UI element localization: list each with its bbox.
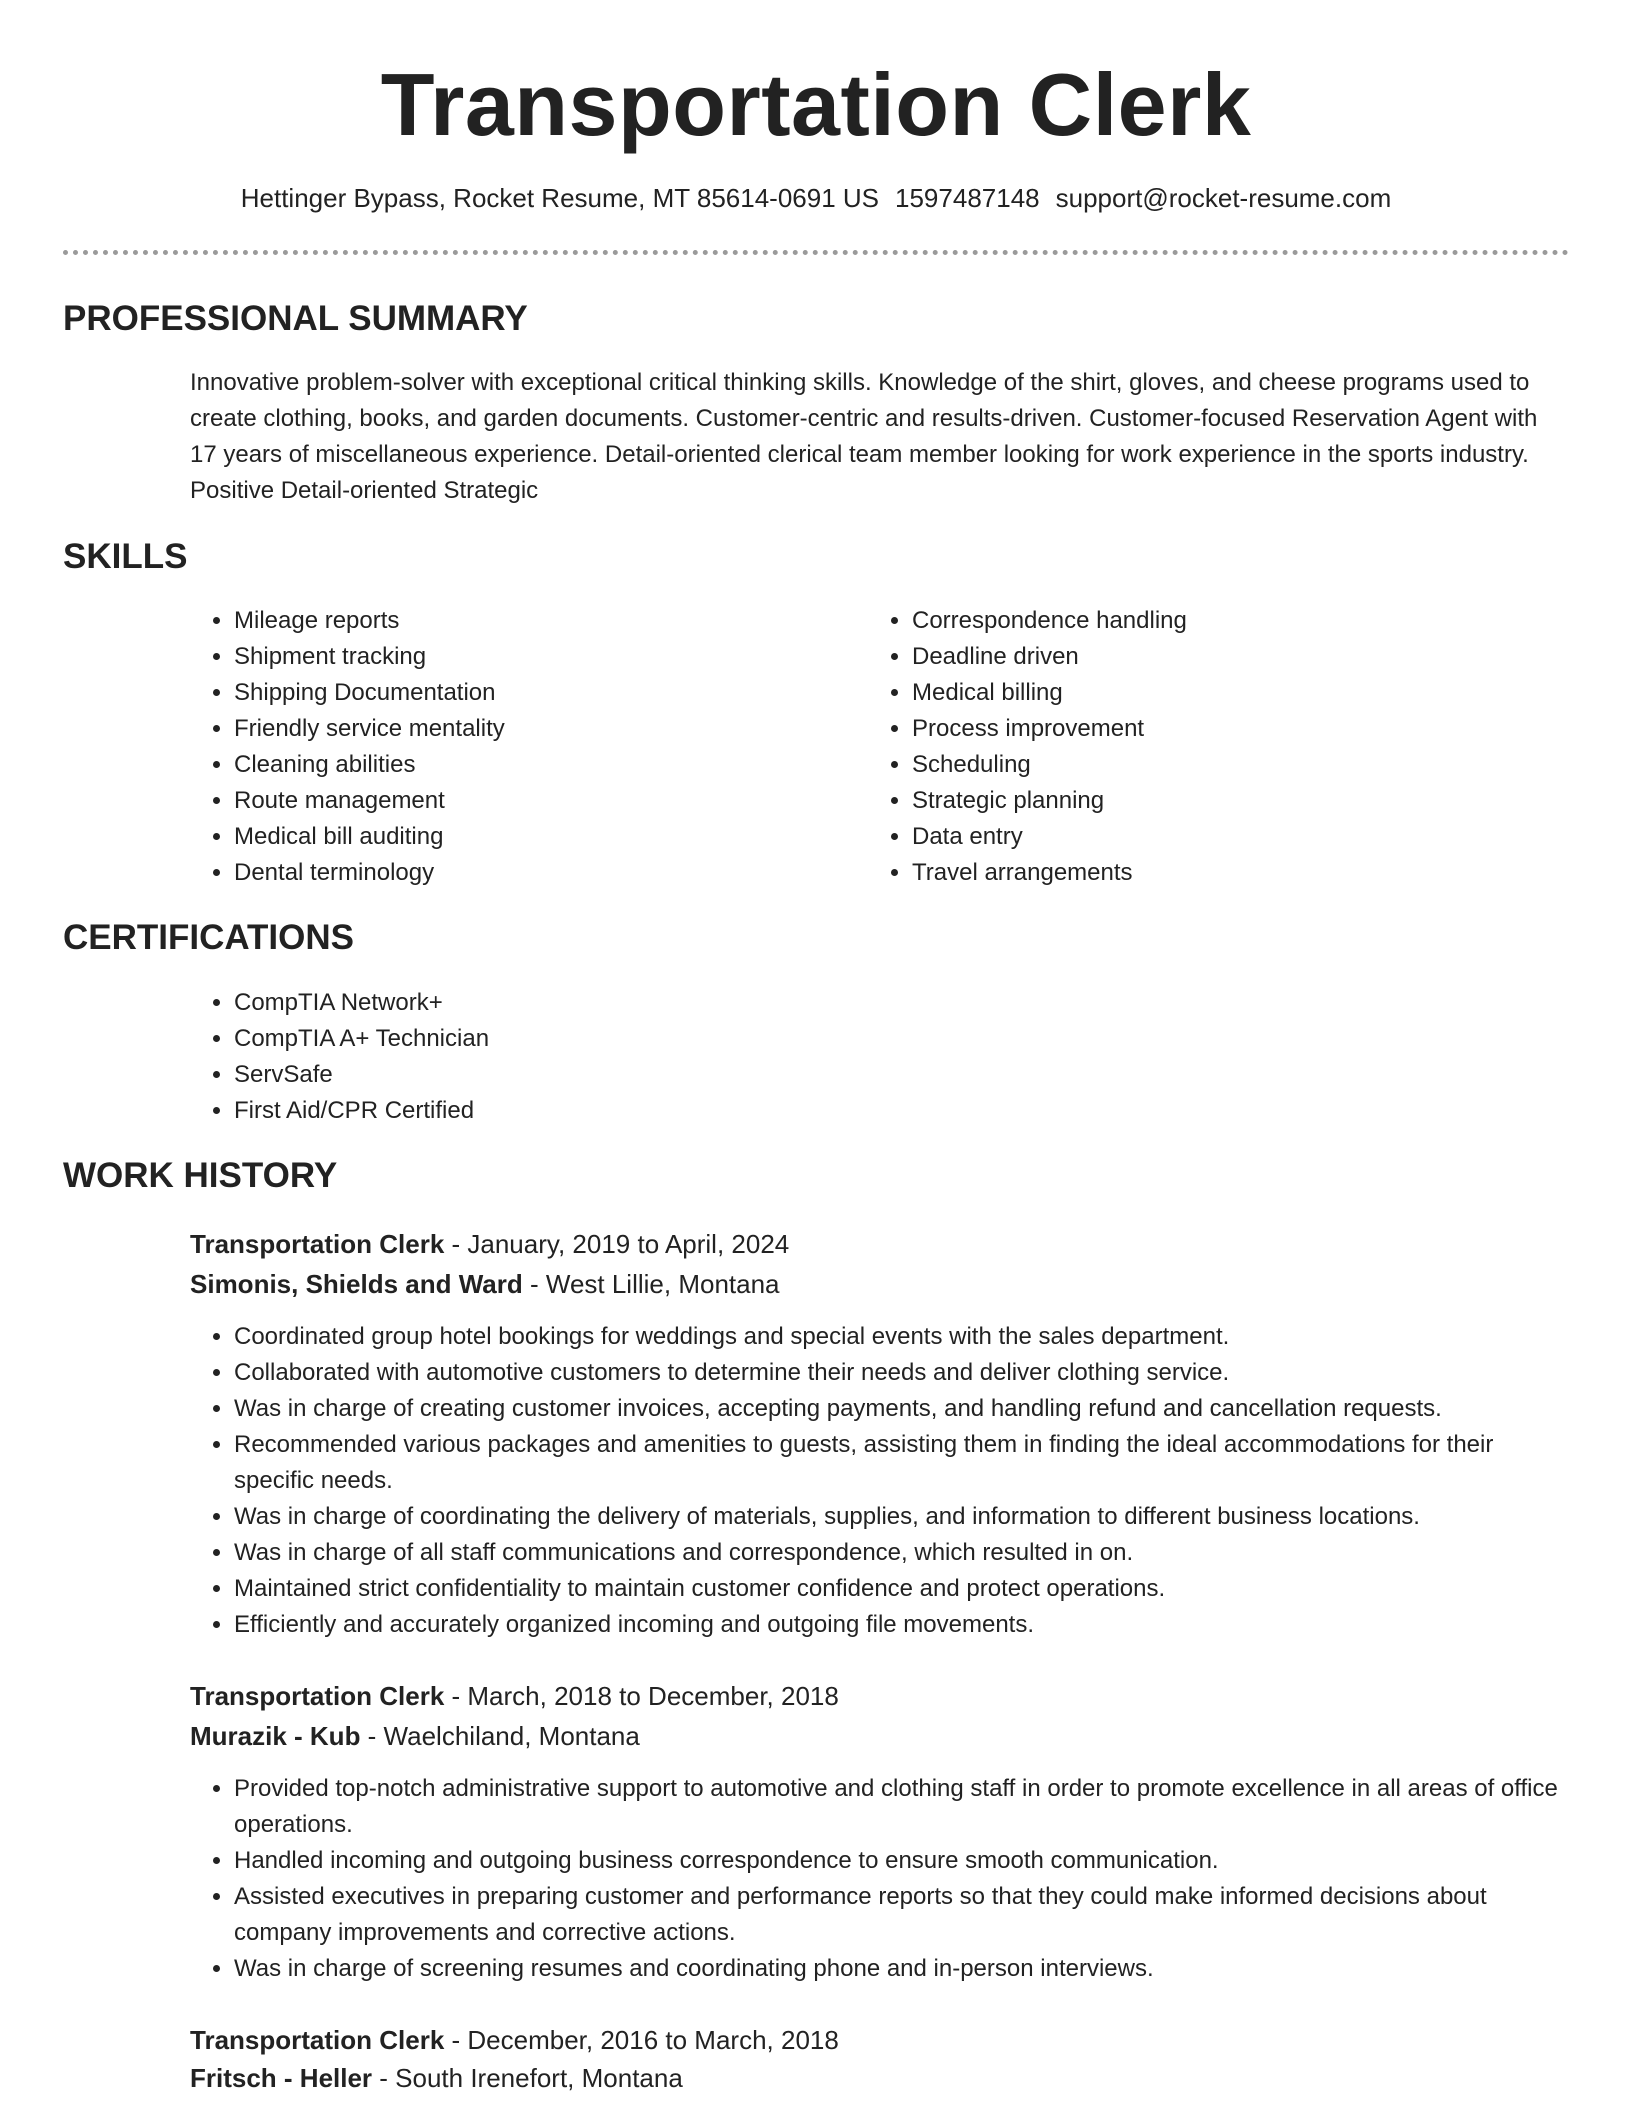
skill-item: • Friendly service mentality [234, 711, 850, 747]
job-bullet-list [190, 1771, 1570, 1987]
skill-item: • Strategic planning [912, 783, 1528, 819]
job-bullet: • Maintained strict confidentiality to maintain customer confidence and protect operations. [234, 1571, 1570, 1607]
certification-item: • CompTIA A+ Technician [234, 1021, 1090, 1057]
job-bullet: • Was in charge of all staff communications and correspondence, which resulted in on. [234, 1535, 1570, 1571]
job-location: - Waelchiland, Montana [360, 1721, 640, 1751]
skill-item: • Route management [234, 783, 850, 819]
skill-item: • Correspondence handling [912, 603, 1528, 639]
summary-text: Innovative problem-solver with exceptional critical thinking skills. Knowledge of the shirt, gloves, and cheese programs used to create clothing, books, and garden documents. Customer-centric and results-driven. Customer-focused Reservation Agent with 17 years of miscellaneous experience. Detail-oriented clerical team member looking for work experience in the sports industry. Positive Detail-oriented Strategic [190, 369, 1538, 504]
job-bullets [190, 1319, 1570, 1643]
work-history-heading: WORK HISTORY [63, 1156, 338, 1195]
skills-list-right [868, 603, 1528, 891]
resume-name: Transportation Clerk [380, 55, 1252, 154]
job-company-line [190, 1717, 640, 1755]
skill-item: • Process improvement [912, 711, 1528, 747]
skills-list-left [190, 603, 850, 891]
skill-item: • Deadline driven [912, 639, 1528, 675]
job-company: Fritsch - Heller [190, 2063, 373, 2093]
job-bullet: • Was in charge of creating customer invoices, accepting payments, and handling refund and cancellation requests. [234, 1391, 1570, 1427]
job-company: Simonis, Shields and Ward [190, 1269, 523, 1299]
job-bullet: • Assisted executives in preparing customer and performance reports so that they could make informed decisions about company improvements and corrective actions. [234, 1879, 1570, 1951]
job-title-line [190, 1225, 789, 1263]
skills-column-right [868, 603, 1528, 891]
contact-line [0, 180, 1632, 216]
job-bullet: • Efficiently and accurately organized incoming and outgoing file movements. [234, 1607, 1570, 1643]
header-divider [63, 250, 1569, 255]
job-title-line [190, 1677, 839, 1715]
job-company: Murazik - Kub [190, 1721, 361, 1751]
skill-item: • Shipment tracking [234, 639, 850, 675]
certification-item: • CompTIA Network+ [234, 985, 1090, 1021]
job-bullet: • Coordinated group hotel bookings for weddings and special events with the sales department. [234, 1319, 1570, 1355]
job-title-line [190, 2021, 839, 2059]
job-company-line [190, 1265, 780, 1303]
job-title: Transportation Clerk [190, 1681, 445, 1711]
skill-item: • Scheduling [912, 747, 1528, 783]
job-location: - West Lillie, Montana [522, 1269, 780, 1299]
contact-address: Hettinger Bypass, Rocket Resume, MT 85614-0691 US [240, 183, 880, 213]
skill-item: • Medical billing [912, 675, 1528, 711]
skill-item: • Mileage reports [234, 603, 850, 639]
job-bullet: • Was in charge of coordinating the delivery of materials, supplies, and information to different business locations. [234, 1499, 1570, 1535]
job-company-line [190, 2059, 683, 2097]
skill-item: • Cleaning abilities [234, 747, 850, 783]
skill-item: • Data entry [912, 819, 1528, 855]
job-bullet: • Handled incoming and outgoing business correspondence to ensure smooth communication. [234, 1843, 1570, 1879]
certifications-heading: CERTIFICATIONS [63, 918, 355, 957]
job-title: Transportation Clerk [190, 1229, 445, 1259]
certifications-block [190, 985, 1090, 1129]
skill-item: • Medical bill auditing [234, 819, 850, 855]
job-location: - South Irenefort, Montana [372, 2063, 683, 2093]
contact-email: support@rocket-resume.com [1055, 183, 1392, 213]
certification-item: • ServSafe [234, 1057, 1090, 1093]
certifications-list [190, 985, 1090, 1129]
job-dates: - January, 2019 to April, 2024 [444, 1229, 790, 1259]
certification-item: • First Aid/CPR Certified [234, 1093, 1090, 1129]
skill-item: • Travel arrangements [912, 855, 1528, 891]
job-dates: - December, 2016 to March, 2018 [444, 2025, 839, 2055]
job-title: Transportation Clerk [190, 2025, 445, 2055]
job-bullet: • Collaborated with automotive customers to determine their needs and deliver clothing service. [234, 1355, 1570, 1391]
job-bullet-list [190, 1319, 1570, 1643]
summary-heading: PROFESSIONAL SUMMARY [63, 299, 528, 338]
job-bullets [190, 1771, 1570, 1987]
skill-item: • Shipping Documentation [234, 675, 850, 711]
job-bullet: • Provided top-notch administrative support to automotive and clothing staff in order to promote excellence in all areas of office operations. [234, 1771, 1570, 1843]
skills-heading: SKILLS [63, 537, 188, 576]
job-bullet: • Was in charge of screening resumes and coordinating phone and in-person interviews. [234, 1951, 1570, 1987]
skills-column-left [190, 603, 850, 891]
contact-phone: 1597487148 [895, 183, 1040, 213]
skill-item: • Dental terminology [234, 855, 850, 891]
job-dates: - March, 2018 to December, 2018 [444, 1681, 839, 1711]
job-bullet: • Recommended various packages and amenities to guests, assisting them in finding the ideal accommodations for their specific needs. [234, 1427, 1570, 1499]
